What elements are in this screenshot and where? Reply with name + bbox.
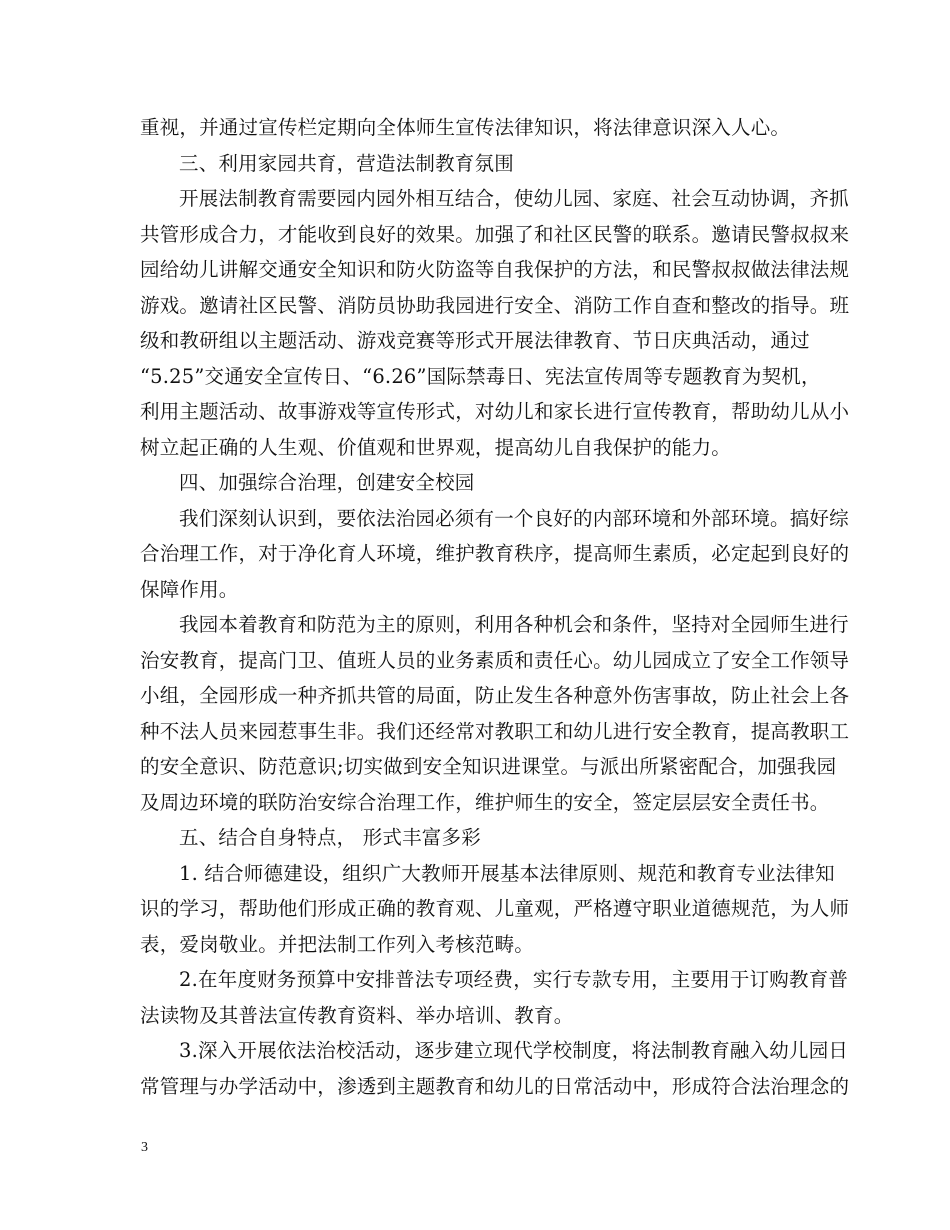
text-line: 共管形成合力，才能收到良好的效果。加强了和社区民警的联系。邀请民警叔叔来 [140,222,850,246]
text-line: 开展法制教育需要园内园外相互结合，使幼儿园、家庭、社会互动协调，齐抓 [179,187,849,210]
text-line: 的安全意识、防范意识;切实做到安全知识进课堂。与派出所紧密配合，加强我园 [140,755,837,778]
text-line: 法读物及其普法宣传教育资料、举办培训、教育。 [140,1003,574,1027]
text-line: 利用主题活动、故事游戏等宣传形式，对幼儿和家长进行宣传教育，帮助幼儿从小 [140,400,850,423]
text-line: “5.25”交通安全宣传日、“6.26”国际禁毒日、宪法宣传周等专题教育为契机， [140,364,821,388]
text-line: 及周边环境的联防治安综合治理工作，维护师生的安全，签定层层安全责任书。 [140,790,830,814]
text-line: 1. 结合师德建设，组织广大教师开展基本法律原则、规范和教育专业法律知 [179,861,835,885]
text-line: 2.在年度财务预算中安排普法专项经费，实行专款专用，主要用于订购教育普 [179,968,849,991]
text-line: 三、利用家园共育，营造法制教育氛围 [179,151,514,175]
text-line: 我园本着教育和防范为主的原则，利用各种机会和条件，坚持对全园师生进行 [179,613,849,636]
text-line: 常管理与办学活动中，渗透到主题教育和幼儿的日常活动中，形成符合法治理念的 [140,1074,850,1098]
text-line: 识的学习，帮助他们形成正确的教育观、儿童观，严格遵守职业道德规范，为人师 [140,897,850,920]
text-line: 游戏。邀请社区民警、消防员协助我园进行安全、消防工作自查和整改的指导。班 [140,293,850,317]
text-line: 重视，并通过宣传栏定期向全体师生宣传法律知识，将法律意识深入人心。 [140,116,791,139]
text-line: 保障作用。 [140,577,239,601]
page-number: 3 [141,1140,148,1155]
text-line: 级和教研组以主题活动、游戏竞赛等形式开展法律教育、节日庆典活动，通过 [140,329,810,352]
text-line: 五、结合自身特点， 形式丰富多彩 [179,826,481,849]
text-line: 四、加强综合治理，创建安全校园 [179,471,475,494]
text-line: 小组，全园形成一种齐抓共管的局面，防止发生各种意外伤害事故，防止社会上各 [140,684,850,707]
text-line: 我们深刻认识到，要依法治园必须有一个良好的内部环境和外部环境。搞好综 [179,506,849,530]
document-body [140,110,850,1104]
text-line: 表，爱岗敬业。并把法制工作列入考核范畴。 [140,932,535,956]
text-line: 树立起正确的人生观、价值观和世界观，提高幼儿自我保护的能力。 [140,435,732,459]
text-line: 合治理工作，对于净化育人环境，维护教育秩序，提高师生素质，必定起到良好的 [140,542,850,565]
text-line: 园给幼儿讲解交通安全知识和防火防盗等自我保护的方法，和民警叔叔做法律法规 [140,258,850,281]
text-line: 治安教育，提高门卫、值班人员的业务素质和责任心。幼儿园成立了安全工作领导 [140,648,850,672]
text-line: 种不法人员来园惹事生非。我们还经常对教职工和幼儿进行安全教育，提高教职工 [140,719,850,743]
text-line: 3.深入开展依法治校活动，逐步建立现代学校制度，将法制教育融入幼儿园日 [179,1039,849,1062]
